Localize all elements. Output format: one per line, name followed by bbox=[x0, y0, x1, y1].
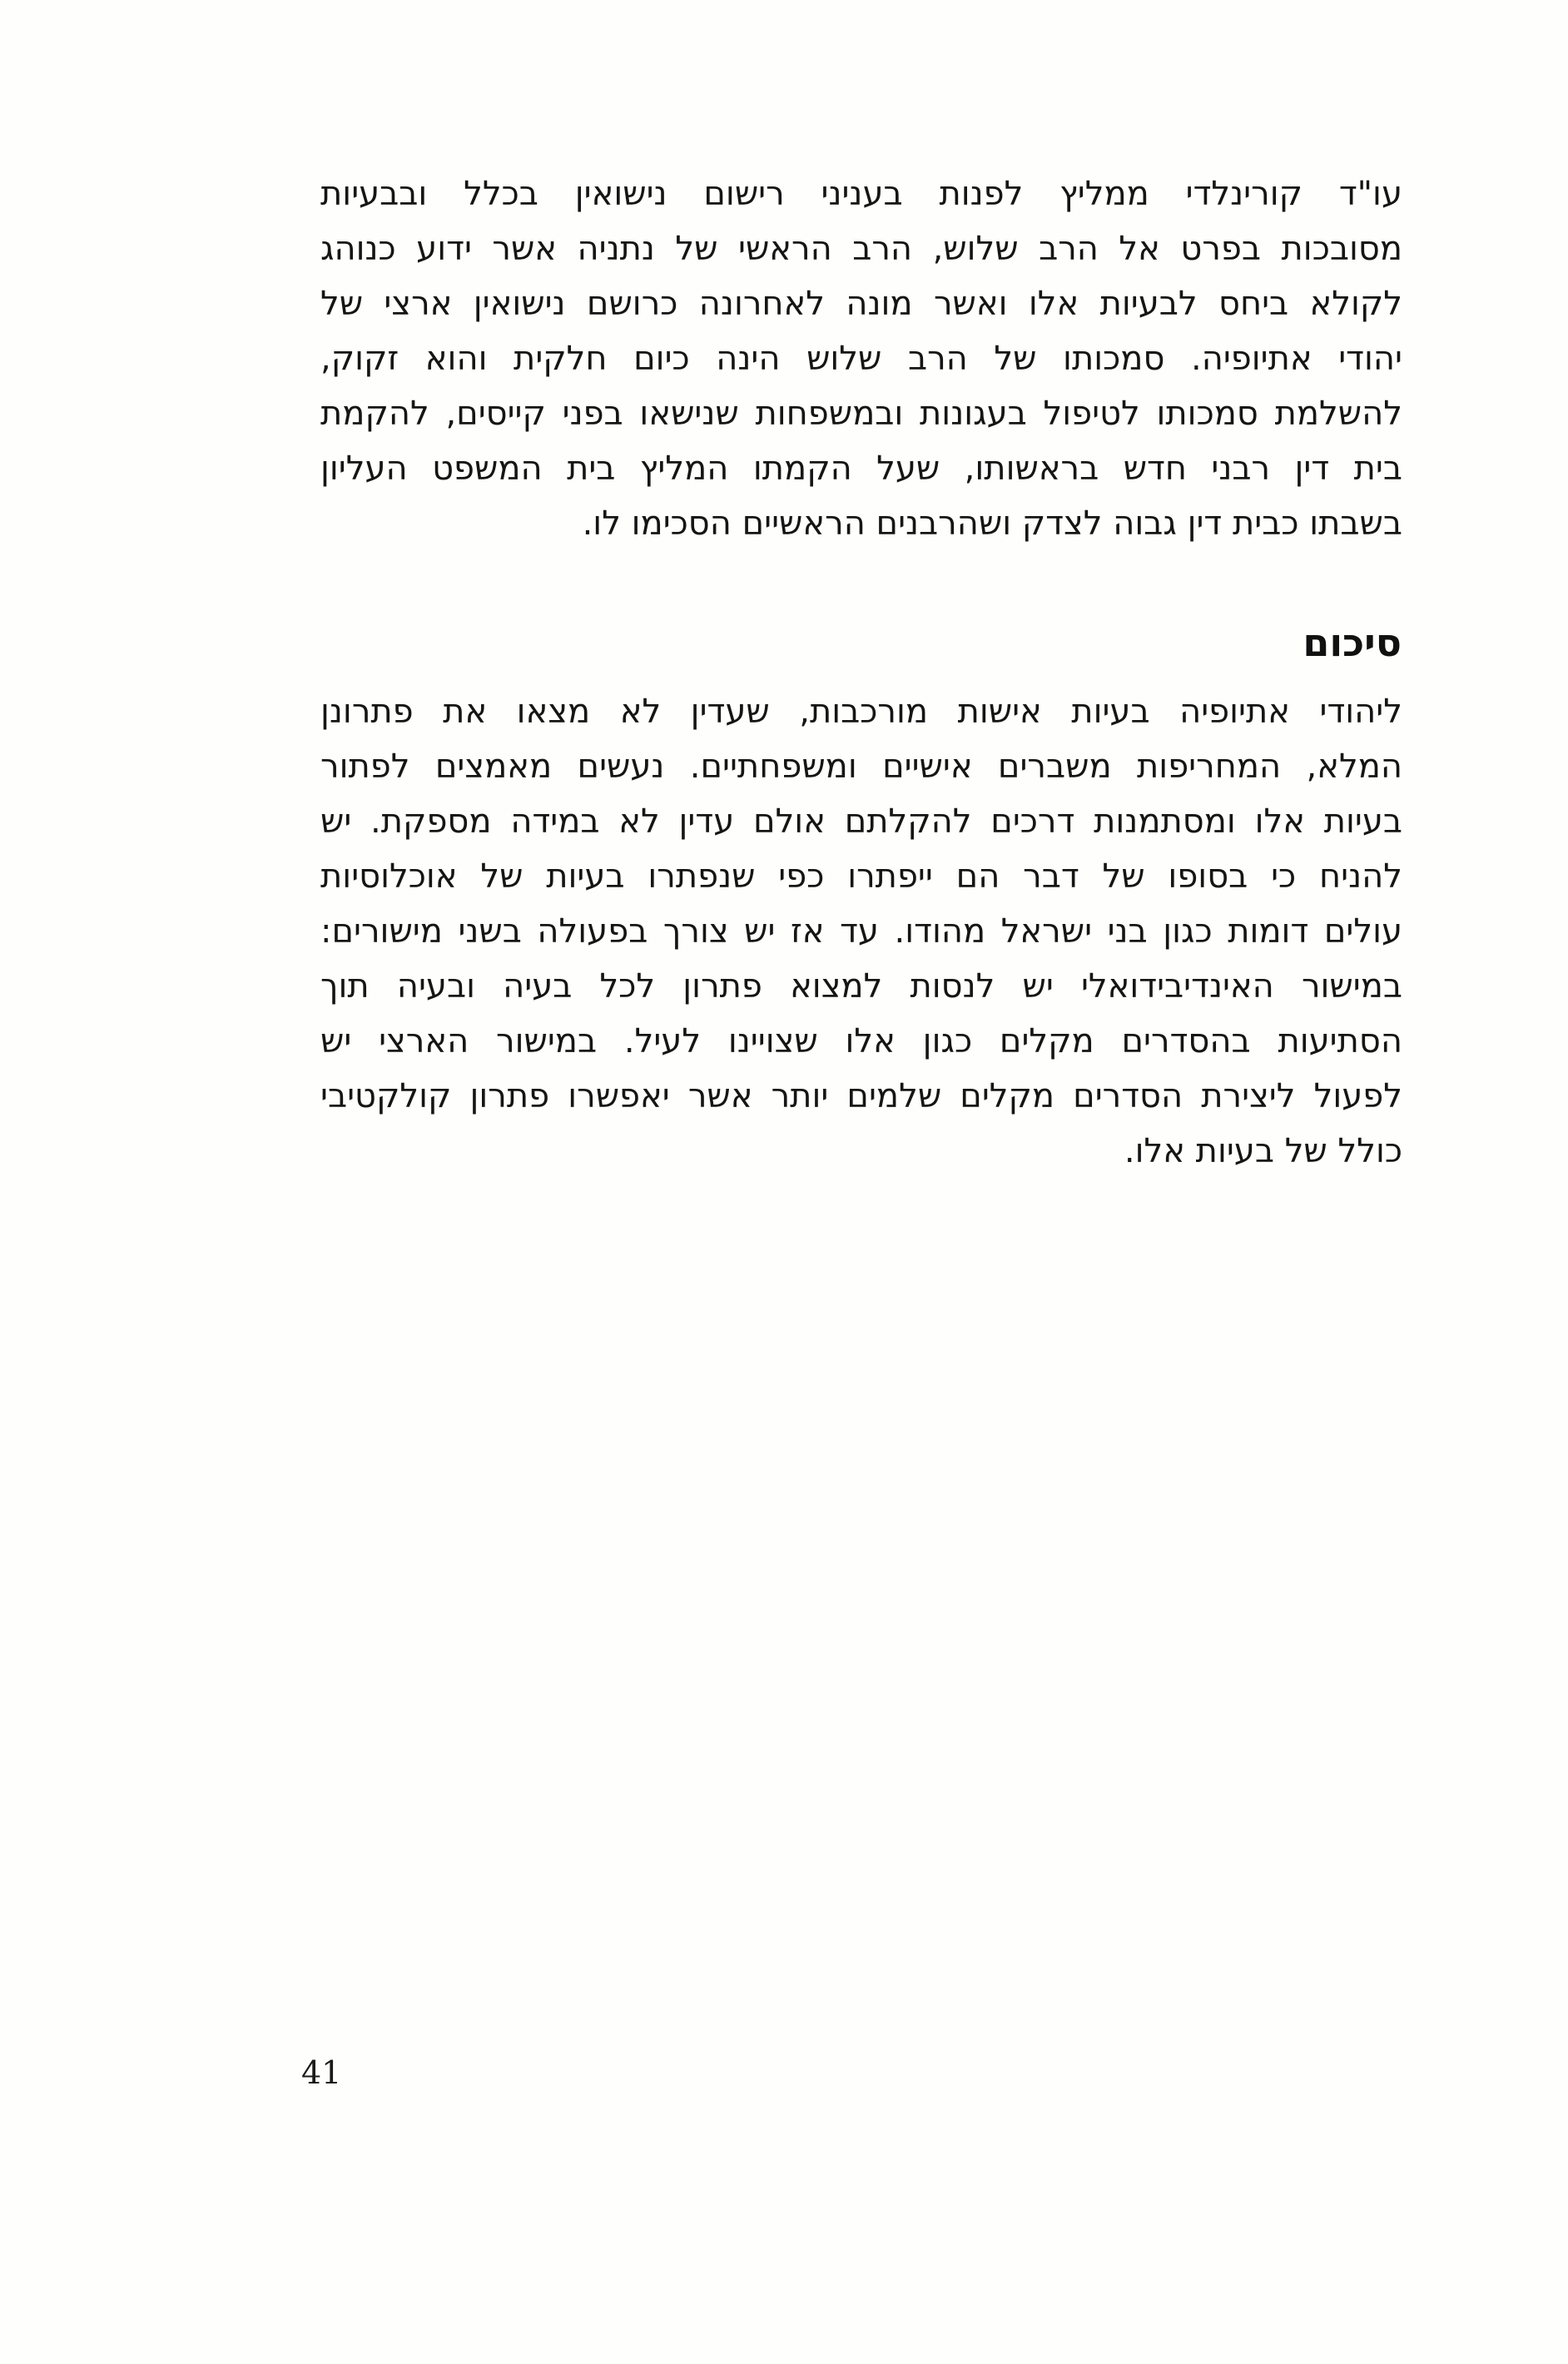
text-line: לקולא ביחס לבעיות אלו ואשר מונה לאחרונה כרושם נישואין ארצי של bbox=[320, 285, 1402, 323]
text-line: מסובכות בפרט אל הרב שלוש, הרב הראשי של נתניה אשר ידוע כנוהג bbox=[320, 230, 1402, 268]
page-number: 41 bbox=[301, 2054, 342, 2091]
text-line: יהודי אתיופיה. סמכותו של הרב שלוש הינה כיום חלקית והוא זקוק, bbox=[320, 340, 1402, 378]
section-heading: סיכום bbox=[1303, 620, 1402, 665]
text-line: המלא, המחריפות משברים אישיים ומשפחתיים. נעשים מאמצים לפתור bbox=[320, 747, 1402, 786]
text-line: כולל של בעיות אלו. bbox=[1124, 1132, 1402, 1170]
text-line: בשבתו כבית דין גבוה לצדק ושהרבנים הראשיים הסכימו לו. bbox=[582, 504, 1402, 543]
text-line: עו"ד קורינלדי ממליץ לפנות בעניני רישום נישואין בכלל ובבעיות bbox=[320, 175, 1402, 213]
paragraph-1 bbox=[320, 166, 1402, 551]
text-line: לפעול ליצירת הסדרים מקלים שלמים יותר אשר יאפשרו פתרון קולקטיבי bbox=[320, 1077, 1402, 1115]
text-line: בעיות אלו ומסתמנות דרכים להקלתם אולם עדין לא במידה מספקת. יש bbox=[320, 802, 1402, 841]
text-line: הסתיעות בהסדרים מקלים כגון אלו שצויינו לעיל. במישור הארצי יש bbox=[320, 1022, 1402, 1060]
text-line: להשלמת סמכותו לטיפול בעגונות ובמשפחות שנישאו בפני קייסים, להקמת bbox=[320, 395, 1402, 433]
text-line: במישור האינדיבידואלי יש לנסות למצוא פתרון לכל בעיה ובעיה תוך bbox=[320, 967, 1402, 1006]
text-line: להניח כי בסופו של דבר הם ייפתרו כפי שנפתרו בעיות של אוכלוסיות bbox=[320, 857, 1402, 896]
text-line: בית דין רבני חדש בראשותו, שעל הקמתו המליץ בית המשפט העליון bbox=[320, 449, 1402, 488]
text-line: ליהודי אתיופיה בעיות אישות מורכבות, שעדין לא מצאו את פתרונן bbox=[320, 693, 1402, 731]
paragraph-2 bbox=[320, 684, 1402, 1179]
text-line: עולים דומות כגון בני ישראל מהודו. עד אז יש צורך בפעולה בשני מישורים: bbox=[320, 912, 1402, 951]
